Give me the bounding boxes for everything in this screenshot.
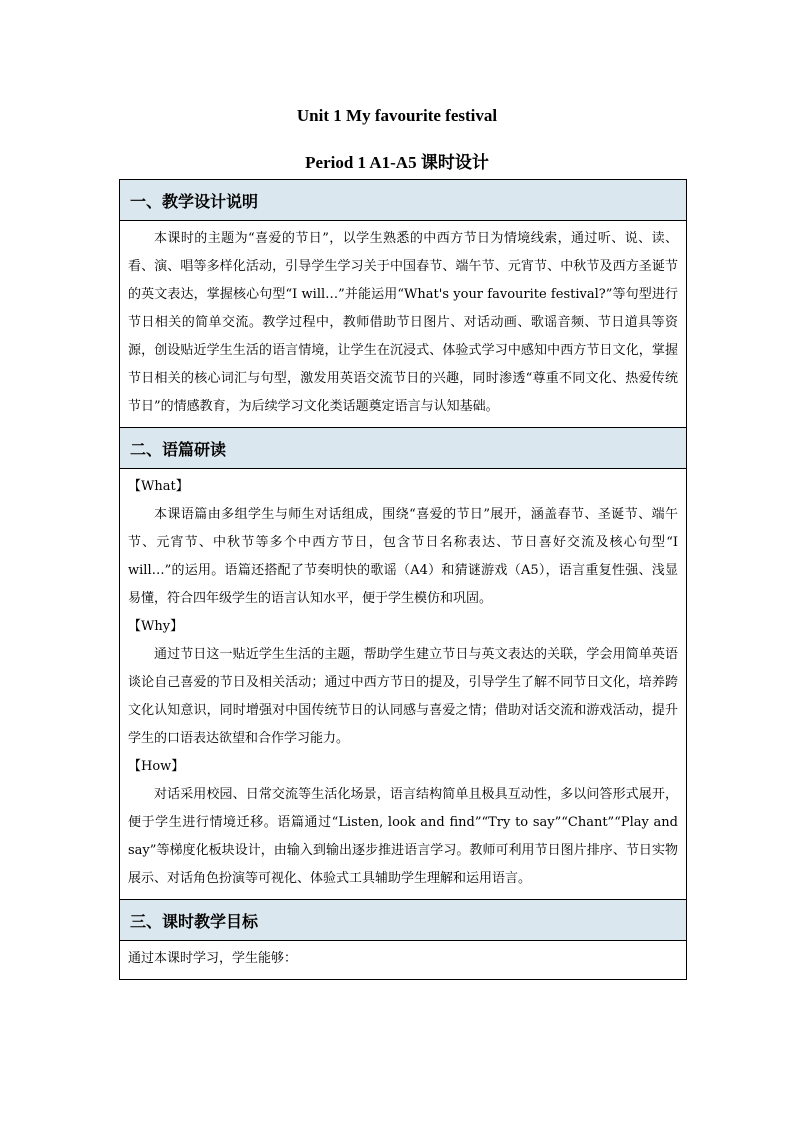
section-heading-design-notes: 一、教学设计说明 [120,180,686,221]
what-paragraph: 本课语篇由多组学生与师生对话组成，围绕“喜爱的节日”展开，涵盖春节、圣诞节、端午节、元宵节、中秋节等多个中西方节日，包含节日名称表达、节日喜好交流及核心句型“I will…”的运用。语篇还搭配了节奏明快的歌谣（A4）和猜谜游戏（A5），语言重复性强、浅显易懂，符合四年级学生的语言认知水平，便于学生模仿和巩固。 [128,507,678,606]
design-notes-paragraph: 本课时的主题为“喜爱的节日”，以学生熟悉的中西方节日为情境线索，通过听、说、读、看、演、唱等多样化活动，引导学生学习关于中国春节、端午节、元宵节、中秋节及西方圣诞节的英文表达，掌握核心句型“I will…”并能运用“What's your favourite festival?”等句型进行节日相关的简单交流。教学过程中，教师借助节日图片、对话动画、歌谣音频、节日道具等资源，创设贴近学生生活的语言情境，让学生在沉浸式、体验式学习中感知中西方节日文化，掌握节日相关的核心词汇与句型，激发用英语交流节日的兴趣，同时渗透“尊重不同文化、热爱传统节日”的情感教育，为后续学习文化类话题奠定语言与认知基础。 [128,231,678,414]
section-heading-objectives: 三、课时教学目标 [120,900,686,941]
objectives-intro: 通过本课时学习，学生能够： [128,951,298,966]
how-tag: 【How】 [128,759,185,774]
section-body-objectives [120,941,686,979]
what-tag: 【What】 [128,479,189,494]
section-heading-text-analysis: 二、语篇研读 [120,428,686,469]
lesson-design-table [119,179,687,980]
why-tag: 【Why】 [128,619,184,634]
how-paragraph: 对话采用校园、日常交流等生活化场景，语言结构简单且极具互动性，多以问答形式展开，便于学生进行情境迁移。语篇通过“Listen, look and find”“Try to say”“Chant”“Play and say”等梯度化板块设计，由输入到输出逐步推进语言学习。教师可利用节日图片排序、节日实物展示、对话角色扮演等可视化、体验式工具辅助学生理解和运用语言。 [128,787,678,886]
unit-title: Unit 1 My favourite festival [296,106,498,125]
why-paragraph: 通过节日这一贴近学生生活的主题，帮助学生建立节日与英文表达的关联，学会用简单英语谈论自己喜爱的节日及相关活动；通过中西方节日的提及，引导学生了解不同节日文化，培养跨文化认知意识，同时增强对中国传统节日的认同感与喜爱之情；借助对话交流和游戏活动，提升学生的口语表达欲望和合作学习能力。 [128,647,678,746]
period-title: Period 1 A1-A5 课时设计 [305,153,489,172]
section-body-text-analysis [120,469,686,900]
section-body-design-notes [120,221,686,428]
